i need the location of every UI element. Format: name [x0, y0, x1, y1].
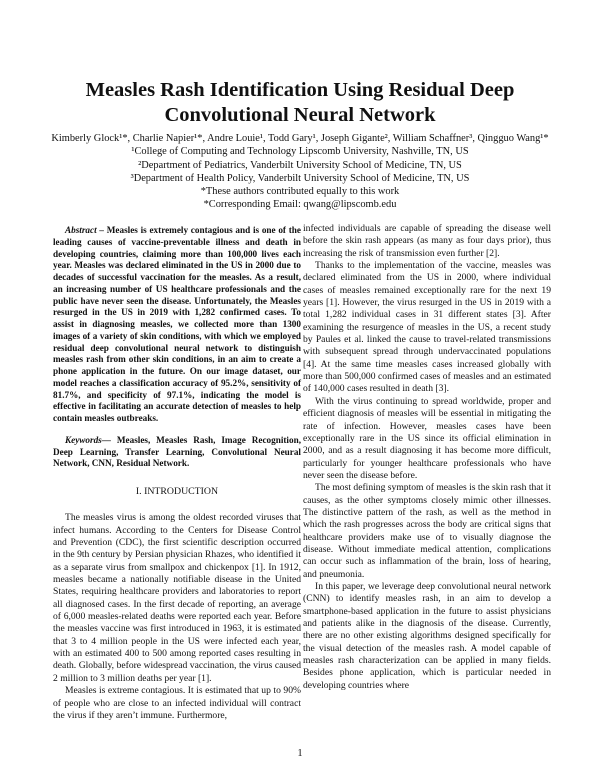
body-paragraph: In this paper, we leverage deep convolutional neural network (CNN) to identify measles rash, in an aim to develop a smartphone-based application in the future to assist physicians and patients alike in the diagnosis of the disease. Currently, there are no other existing algorithms designed specifically for the visual detection of the measles rash. A model capable of measles rash characterization can be applied in many fields. Besides phone application, which is particular needed in developing countries where — [303, 580, 551, 691]
affiliation: ²Department of Pediatrics, Vanderbilt University School of Medicine, TN, US — [138, 159, 462, 171]
equal-contribution-note: *These authors contributed equally to this work — [200, 186, 400, 198]
author-list: Kimberly Glock¹*, Charlie Napier¹*, Andre Louie¹, Todd Gary¹, Joseph Gigante², William Schaffner³, Qingguo Wang¹* — [51, 133, 549, 144]
keywords — [53, 435, 301, 470]
body-paragraph: Measles is extreme contagious. It is estimated that up to 90% of people who are close to an infected individual will contract the virus if they aren’t immune. Furthermore, — [53, 685, 301, 721]
affiliation: ¹College of Computing and Technology Lipscomb University, Nashville, TN, US — [131, 146, 469, 158]
abstract — [53, 225, 301, 425]
section-heading: I. INTRODUCTION — [135, 486, 219, 497]
body-paragraph: The measles virus is among the oldest recorded viruses that infect humans. According to the Centers for Disease Control and Prevention (CDC), the first scientific description occurred in the 9th century by Persian physician Rhazes, who identified it as a separate virus from smallpox and chickenpox [1]. In 1912, measles became a nationally notifiable disease in the United States, requiring healthcare providers and laboratories to report all diagnosed cases. In the first decade of reporting, an average of 6,000 measles-related deaths were reported each year. Before the measles vaccine was first introduced in 1963, it is estimated that 3 to 4 million people in the US were infected each year, with an estimated 400 to 500 among reported cases resulting in death. Globally, before widespread vaccination, the virus caused 2 million to 3 million deaths per year [1]. — [53, 512, 301, 684]
affiliation: ³Department of Health Policy, Vanderbilt University School of Medicine, TN, US — [130, 172, 470, 184]
body-paragraph: The most defining symptom of measles is the skin rash that it causes, as the other symptoms closely mimic other illnesses. The distinctive pattern of the rash, as well as the method in which the rash progresses across the body are critical signs that healthcare providers make use of to visually diagnose the disease. Without immediate medical attention, complications can occur such as inflammation of the brain, loss of hearing, and pneumonia. — [303, 482, 551, 580]
abstract-text: Measles is extremely contagious and is one of the leading causes of vaccine-preventable illness and death in developing countries, claiming more than 100,000 lives each year. Measles was declared eliminated in the US in 2000 due to decades of successful vaccination for the measles. As a result, an increasing number of US healthcare professionals and the public have never seen the disease. Unfortunately, the Measles resurged in the US in 2019 with 1,282 confirmed cases. To assist in diagnosing measles, we collected more than 1300 images of a variety of skin conditions, with which we employed residual deep convolutional neural network to distinguish measles rash from other skin conditions, in an aim to create a phone application in the future. On our image dataset, our model reaches a classification accuracy of 95.2%, sensitivity of 81.7%, and specificity of 97.1%, indicating the model is effective in facilitating an accurate detection of measles to help contain measles outbreaks. — [53, 225, 301, 423]
abstract-label: Abstract – — [65, 225, 104, 235]
right-column — [303, 223, 551, 692]
title-line-1: Measles Rash Identification Using Residual Deep — [85, 79, 515, 101]
keywords-label: Keywords— — [65, 434, 111, 445]
corresponding-email: *Corresponding Email: qwang@lipscomb.edu — [203, 199, 397, 211]
keywords-text: Measles, Measles Rash, Image Recognition, Deep Learning, Transfer Learning, Convolutional Neural Network, CNN, Residual Network. — [53, 434, 301, 469]
body-paragraph: With the virus continuing to spread worldwide, proper and efficient diagnosis of measles will be essential in mitigating the rate of infection. However, measles cases have been exceptionally rare in the US since its official elimination in 2000, and as a result diagnosing it has become more difficult, particularly for younger healthcare professionals who have never seen the disease before. — [303, 395, 551, 481]
author-block — [30, 132, 570, 212]
left-column — [53, 225, 301, 722]
body-paragraph: infected individuals are capable of spreading the disease well before the skin rash appears (as many as four days prior), thus increasing the risk of transmission even further [2]. — [303, 223, 551, 259]
paper-title — [40, 78, 560, 128]
title-line-2: Convolutional Neural Network — [164, 104, 436, 126]
page-number: 1 — [297, 748, 303, 759]
body-paragraph: Thanks to the implementation of the vaccine, measles was declared eliminated from the US in 2000, where individual cases of measles remained exceptionally rare for the next 19 years [1]. However, the virus resurged in the US in 2019 with a total 1,282 individual cases in 31 different states [3]. After examining the resurgence of measles in the US, a recent study by Paules et al. linked the cause to travel-related transmissions with subsequent spread through undervaccinated populations [4]. At the same time measles cases increased globally with more than 500,000 confirmed cases of measles and an estimated of 140,000 cases resulted in death [3]. — [303, 260, 551, 395]
